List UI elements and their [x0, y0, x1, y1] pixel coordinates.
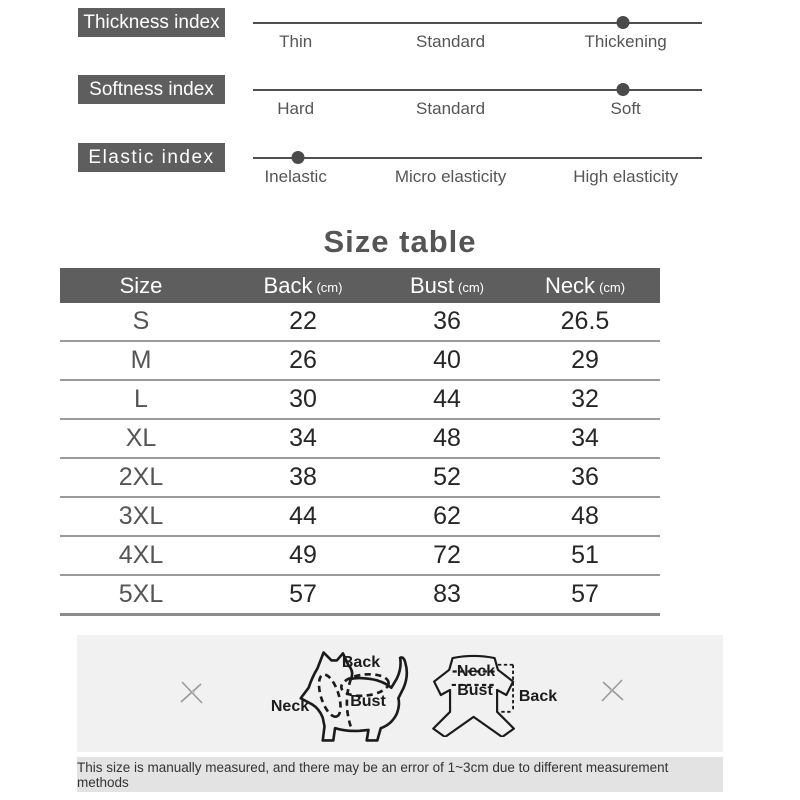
bust-cell: 36: [433, 307, 461, 335]
elastic-index-row: [0, 143, 800, 205]
header-neck: Neck (cm): [544, 272, 626, 298]
softness-index-row: [0, 75, 800, 137]
tick-label: Hard: [277, 99, 315, 118]
back-cell: 57: [289, 580, 317, 608]
size-table-header: [60, 268, 660, 303]
bust-cell: 52: [433, 463, 461, 491]
thickness-slider-track: [253, 22, 702, 24]
bust-cell: 62: [433, 502, 461, 530]
table-row: [60, 498, 660, 537]
softness-slider-track: [253, 89, 702, 91]
neck-cell: 34: [571, 424, 599, 452]
neck-cell: 32: [571, 385, 599, 413]
unit-label: (cm): [458, 280, 485, 295]
prev-arrow-icon: [177, 677, 207, 707]
neck-cell: 29: [571, 346, 599, 374]
tick-label: Inelastic: [264, 167, 327, 186]
size-cell: 4XL: [118, 541, 164, 569]
bust-cell: 48: [433, 424, 461, 452]
bust-cell: 40: [433, 346, 461, 374]
bust-cell: 44: [433, 385, 461, 413]
size-table: [60, 268, 660, 616]
size-cell: XL: [125, 424, 157, 452]
tick-label: Standard: [416, 32, 486, 51]
garment-bust-label: Bust: [457, 682, 493, 699]
table-row: [60, 420, 660, 459]
back-cell: 44: [289, 502, 317, 530]
bust-cell: 83: [433, 580, 461, 608]
softness-tick-labels: [253, 99, 702, 123]
elastic-index-label: Elastic index: [78, 143, 225, 172]
back-cell: 49: [289, 541, 317, 569]
garment-neck-label: Neck: [456, 663, 496, 680]
back-cell: 38: [289, 463, 317, 491]
table-row: [60, 537, 660, 576]
neck-cell: 51: [571, 541, 599, 569]
tick-label: High elasticity: [573, 167, 679, 186]
table-row: [60, 381, 660, 420]
tick-label: Standard: [416, 99, 486, 118]
header-bust: Bust (cm): [409, 272, 485, 298]
neck-cell: 57: [571, 580, 599, 608]
tick-label: Thin: [279, 32, 313, 51]
dog-bust-label: Bust: [350, 693, 386, 710]
measurement-disclaimer: This size is manually measured, and there may be an error of 1~3cm due to different measurement methods: [77, 757, 723, 792]
size-cell: L: [134, 385, 148, 413]
elastic-tick-labels: [253, 167, 702, 191]
back-cell: 26: [289, 346, 317, 374]
tick-label: Micro elasticity: [394, 167, 507, 186]
neck-cell: 48: [571, 502, 599, 530]
neck-cell: 36: [571, 463, 599, 491]
thickness-tick-labels: [253, 32, 702, 56]
softness-slider-dot: [616, 83, 629, 96]
dog-neck-label: Neck: [270, 698, 310, 715]
header-size: Size: [119, 272, 163, 298]
table-row: [60, 459, 660, 498]
back-cell: 30: [289, 385, 317, 413]
tick-label: Thickening: [584, 32, 667, 51]
back-cell: 34: [289, 424, 317, 452]
size-table-title: Size table: [323, 224, 477, 259]
next-arrow-icon: [597, 675, 627, 705]
tick-label: Soft: [610, 99, 641, 118]
softness-index-label: Softness index: [78, 75, 225, 104]
dog-back-label: Back: [341, 654, 381, 671]
header-back: Back (cm): [263, 272, 343, 298]
table-row: [60, 342, 660, 381]
back-cell: 22: [289, 307, 317, 335]
size-cell: M: [130, 346, 152, 374]
unit-label: (cm): [599, 280, 626, 295]
unit-label: (cm): [316, 280, 343, 295]
garment-back-label: Back: [518, 688, 558, 705]
size-cell: 2XL: [118, 463, 164, 491]
measurement-diagram-panel: [77, 635, 723, 752]
table-row: [60, 303, 660, 342]
size-cell: 3XL: [118, 502, 164, 530]
thickness-index-row: [0, 8, 800, 70]
size-cell: 5XL: [118, 580, 164, 608]
thickness-index-label: Thickness index: [78, 8, 225, 37]
neck-cell: 26.5: [560, 307, 610, 335]
elastic-slider-track: [253, 157, 702, 159]
thickness-slider-dot: [616, 16, 629, 29]
bust-cell: 72: [433, 541, 461, 569]
table-row: [60, 576, 660, 616]
size-cell: S: [132, 307, 150, 335]
elastic-slider-dot: [291, 151, 304, 164]
